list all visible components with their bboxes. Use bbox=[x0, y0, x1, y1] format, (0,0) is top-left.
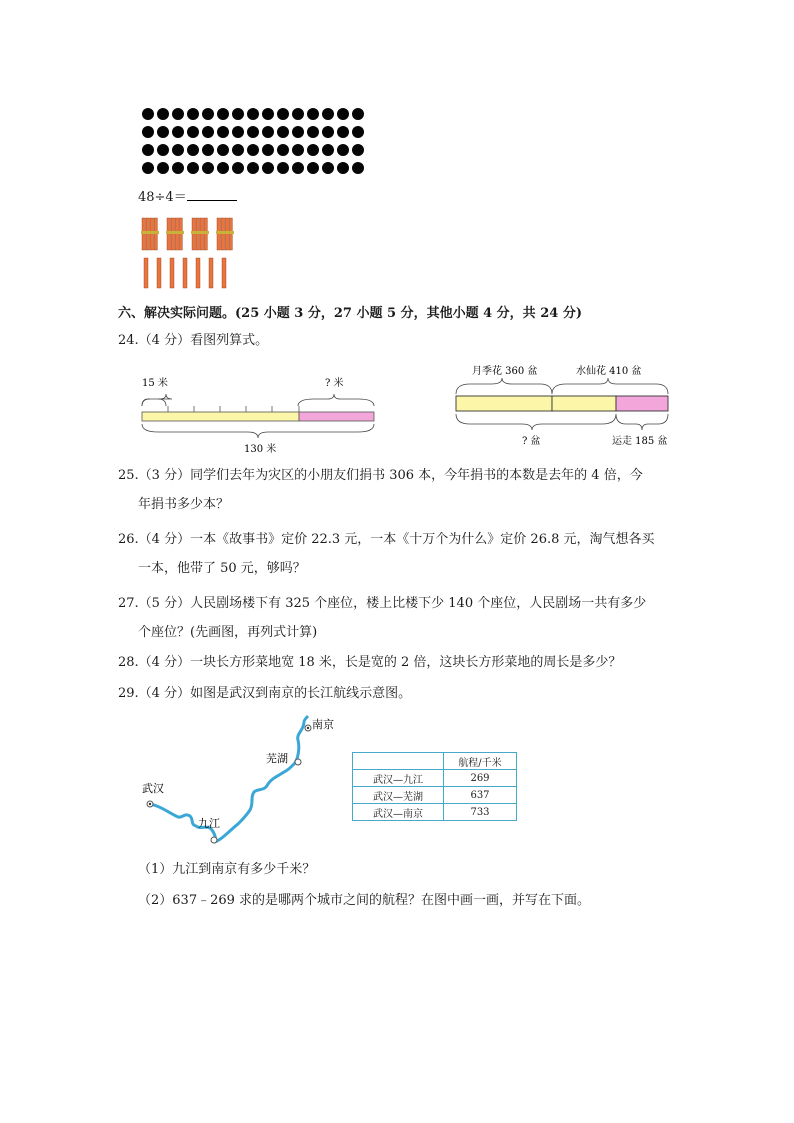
part-brace bbox=[142, 394, 172, 406]
dot bbox=[217, 162, 229, 174]
dot bbox=[202, 108, 214, 120]
dot bbox=[157, 144, 169, 156]
dot bbox=[307, 144, 319, 156]
table-row bbox=[353, 770, 517, 787]
dot bbox=[277, 108, 289, 120]
dot bbox=[232, 162, 244, 174]
dot bbox=[202, 162, 214, 174]
dot bbox=[292, 162, 304, 174]
dot bbox=[157, 162, 169, 174]
total-brace bbox=[142, 424, 374, 438]
route-cell: 武汉—芜湖 bbox=[353, 787, 444, 804]
division-expression: 48÷4＝ bbox=[138, 190, 187, 205]
part-label: 15 米 bbox=[142, 378, 168, 389]
narcissus-remaining-bar bbox=[552, 396, 616, 411]
dot bbox=[277, 126, 289, 138]
question-label: ? 米 bbox=[325, 378, 344, 389]
q28-text: 28.（4 分）一块长方形菜地宽 18 米，长是宽的 2 倍，这块长方形菜地的周长是多少？ bbox=[118, 655, 622, 670]
dot bbox=[292, 126, 304, 138]
dot bbox=[337, 162, 349, 174]
yellow-bar bbox=[142, 412, 299, 421]
distance-cell: 269 bbox=[444, 770, 517, 787]
dot bbox=[262, 144, 274, 156]
single-stick bbox=[144, 258, 148, 288]
route-table bbox=[352, 752, 517, 821]
wuhan-label: 武汉 bbox=[142, 782, 164, 795]
q26-line2: 一本，他带了 50 元，够吗？ bbox=[138, 561, 306, 576]
dot bbox=[352, 126, 364, 138]
q27-line1: 27.（5 分）人民剧场楼下有 325 个座位，楼上比楼下少 140 个座位，人民剧场一共有多少 bbox=[118, 596, 647, 611]
dot bbox=[187, 126, 199, 138]
dot bbox=[337, 126, 349, 138]
q29-text: 29.（4 分）如图是武汉到南京的长江航线示意图。 bbox=[118, 686, 412, 701]
dot bbox=[307, 108, 319, 120]
rose-brace bbox=[456, 378, 552, 394]
dot bbox=[172, 108, 184, 120]
dot bbox=[217, 108, 229, 120]
dot bbox=[142, 126, 154, 138]
bar-ticks bbox=[168, 406, 299, 412]
q24-right-diagram bbox=[450, 360, 680, 450]
dot bbox=[262, 126, 274, 138]
dot bbox=[277, 162, 289, 174]
dot bbox=[292, 144, 304, 156]
dot bbox=[352, 162, 364, 174]
dot bbox=[247, 162, 259, 174]
dot bbox=[322, 162, 334, 174]
dot bbox=[172, 144, 184, 156]
dot bbox=[172, 162, 184, 174]
removed-bar bbox=[616, 396, 668, 411]
nanjing-label: 南京 bbox=[312, 718, 334, 731]
q27-line2: 个座位？(先画图，再列式计算) bbox=[138, 625, 318, 640]
single-stick bbox=[157, 258, 161, 288]
dot bbox=[292, 108, 304, 120]
question-brace bbox=[298, 394, 374, 406]
part-brace-ends bbox=[142, 399, 166, 406]
dot-row bbox=[142, 160, 372, 178]
table-row bbox=[353, 787, 517, 804]
jiujiang-point bbox=[211, 837, 217, 843]
river-line bbox=[150, 716, 308, 842]
dot bbox=[262, 108, 274, 120]
total-label: 130 米 bbox=[244, 444, 277, 455]
dot bbox=[157, 126, 169, 138]
dot bbox=[142, 144, 154, 156]
dot bbox=[247, 108, 259, 120]
q25-line2: 年捐书多少本？ bbox=[138, 497, 230, 512]
dot bbox=[247, 126, 259, 138]
dot bbox=[232, 108, 244, 120]
dot bbox=[217, 144, 229, 156]
distance-cell: 733 bbox=[444, 804, 517, 821]
rose-label: 月季花 360 盆 bbox=[472, 366, 538, 377]
rose-bar bbox=[456, 396, 552, 411]
route-cell: 武汉—九江 bbox=[353, 770, 444, 787]
dot-row bbox=[142, 106, 372, 124]
dot bbox=[217, 126, 229, 138]
stick-bundle bbox=[216, 218, 234, 250]
pink-bar bbox=[299, 412, 374, 421]
dot bbox=[322, 144, 334, 156]
single-stick bbox=[196, 258, 200, 288]
narcissus-label: 水仙花 410 盆 bbox=[576, 366, 642, 377]
dot bbox=[247, 144, 259, 156]
dot bbox=[337, 108, 349, 120]
table-header: 航程/千米 bbox=[444, 753, 517, 770]
q29-sub1: （1）九江到南京有多少千米？ bbox=[138, 862, 316, 877]
dot bbox=[352, 108, 364, 120]
stick-bundle bbox=[191, 218, 209, 250]
stick-bundle bbox=[166, 218, 184, 250]
dot bbox=[187, 108, 199, 120]
dot bbox=[337, 144, 349, 156]
dot bbox=[172, 126, 184, 138]
dot-row bbox=[142, 142, 372, 160]
dots-grid bbox=[142, 106, 372, 178]
single-stick bbox=[183, 258, 187, 288]
route-cell: 武汉—南京 bbox=[353, 804, 444, 821]
question-label: ? 盆 bbox=[522, 436, 541, 447]
dot bbox=[307, 162, 319, 174]
q26-line1: 26.（4 分）一本《故事书》定价 22.3 元，一本《十万个为什么》定价 26.8 元，淘气想各买 bbox=[118, 532, 655, 547]
dot bbox=[202, 144, 214, 156]
wuhu-label: 芜湖 bbox=[266, 752, 288, 765]
narcissus-brace bbox=[552, 378, 668, 394]
q29-sub2: （2）637﹣269 求的是哪两个城市之间的航程？在图中画一画，并写在下面。 bbox=[138, 893, 591, 908]
dot bbox=[142, 108, 154, 120]
q24-left-diagram bbox=[138, 372, 388, 458]
jiujiang-label: 九江 bbox=[198, 817, 220, 830]
removed-brace bbox=[616, 414, 668, 430]
single-stick bbox=[209, 258, 213, 288]
distance-cell: 637 bbox=[444, 787, 517, 804]
dot bbox=[232, 144, 244, 156]
question-brace bbox=[456, 414, 616, 430]
single-stick bbox=[170, 258, 174, 288]
single-stick bbox=[222, 258, 226, 288]
stick-bundle bbox=[141, 218, 159, 250]
dot bbox=[157, 108, 169, 120]
dot bbox=[277, 144, 289, 156]
section6-heading: 六、解决实际问题。(25 小题 3 分，27 小题 5 分，其他小题 4 分，共 24 分) bbox=[118, 306, 582, 321]
division-question bbox=[138, 188, 237, 206]
answer-blank[interactable] bbox=[187, 188, 237, 201]
table-row bbox=[353, 804, 517, 821]
dot bbox=[187, 144, 199, 156]
wuhu-point bbox=[295, 759, 301, 765]
q25-line1: 25.（3 分）同学们去年为灾区的小朋友们捐书 306 本，今年捐书的本数是去年的 4 倍，今 bbox=[118, 468, 643, 483]
q24-text: 24.（4 分）看图列算式。 bbox=[118, 333, 269, 348]
dot bbox=[262, 162, 274, 174]
sticks-illustration bbox=[138, 214, 248, 290]
removed-label: 运走 185 盆 bbox=[612, 436, 668, 447]
dot bbox=[187, 162, 199, 174]
dot bbox=[232, 126, 244, 138]
dot bbox=[352, 144, 364, 156]
dot bbox=[202, 126, 214, 138]
dot-row bbox=[142, 124, 372, 142]
table-header-row bbox=[353, 753, 517, 770]
dot bbox=[322, 108, 334, 120]
dot bbox=[142, 162, 154, 174]
dot bbox=[307, 126, 319, 138]
dot bbox=[322, 126, 334, 138]
river-map bbox=[138, 712, 338, 848]
